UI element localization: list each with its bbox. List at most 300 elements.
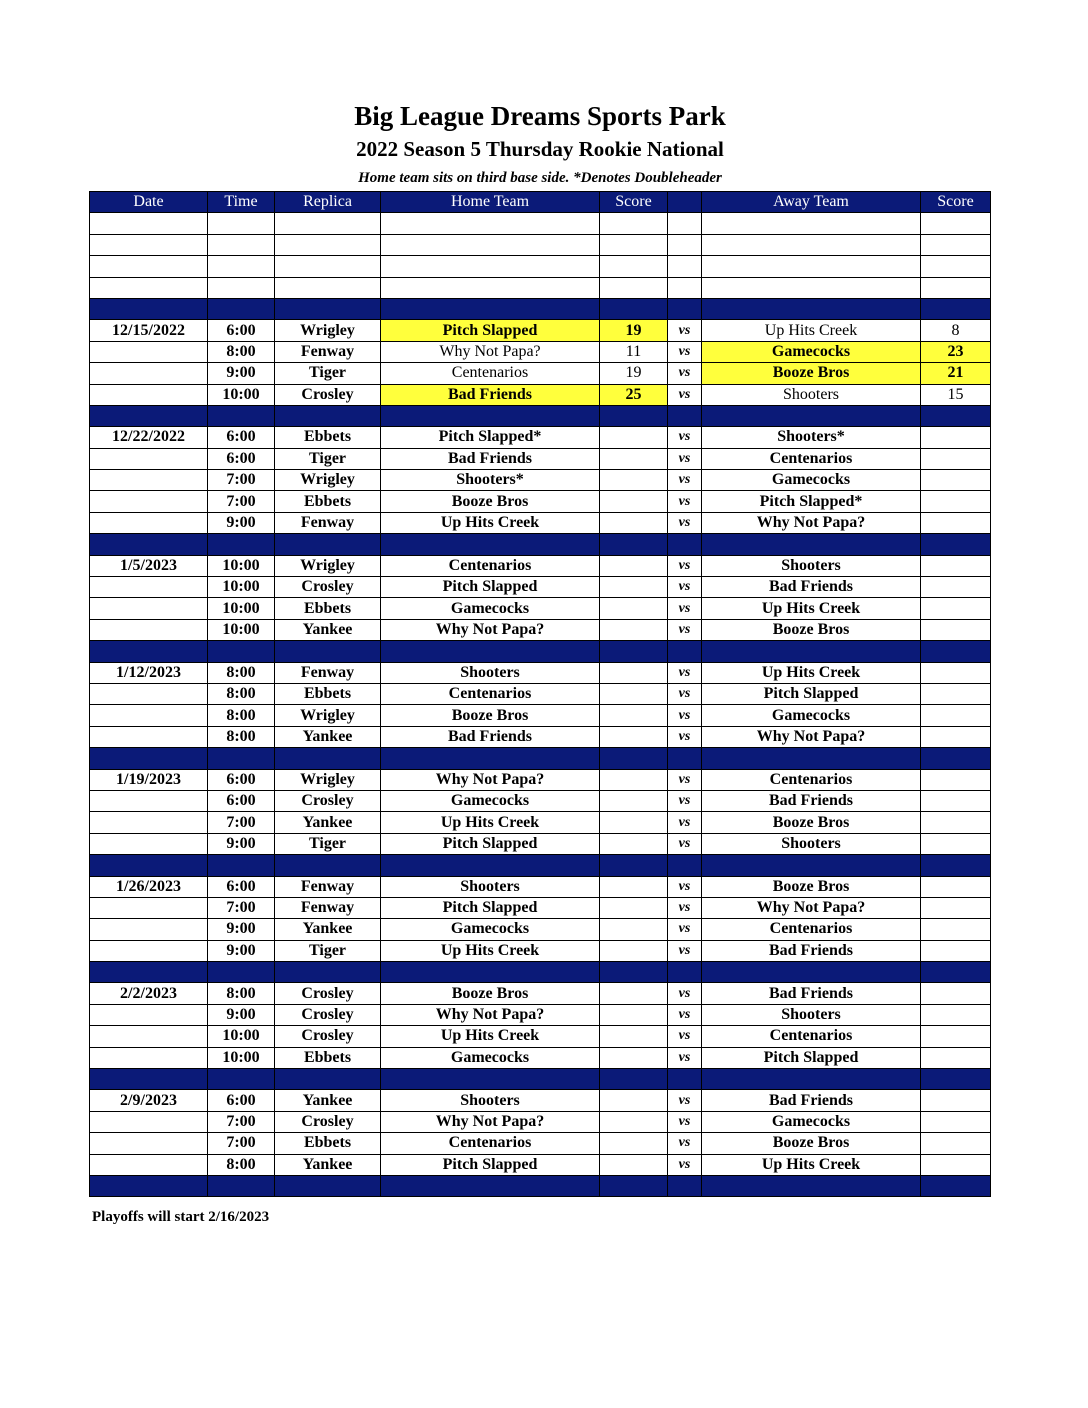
vs-label: vs: [668, 577, 702, 598]
separator-cell: [90, 1069, 208, 1090]
away-team: Booze Bros: [702, 363, 921, 384]
separator-cell: [381, 1175, 600, 1196]
home-team: Shooters: [381, 662, 600, 683]
game-row: [90, 363, 991, 384]
game-date: 1/19/2023: [90, 769, 208, 790]
home-score: [600, 876, 668, 897]
away-team: Centenarios: [702, 1026, 921, 1047]
game-replica-field: Tiger: [275, 363, 381, 384]
separator-cell: [600, 405, 668, 426]
game-replica-field: Ebbets: [275, 427, 381, 448]
home-score: [600, 598, 668, 619]
home-team: Why Not Papa?: [381, 1004, 600, 1025]
game-replica-field: Fenway: [275, 512, 381, 533]
game-row: [90, 662, 991, 683]
separator-cell: [921, 748, 991, 769]
blank-cell: [702, 213, 921, 234]
separator-cell: [275, 641, 381, 662]
game-time: 10:00: [208, 384, 275, 405]
separator-cell: [275, 1175, 381, 1196]
game-date: [90, 598, 208, 619]
separator-cell: [90, 748, 208, 769]
game-replica-field: Fenway: [275, 662, 381, 683]
game-row: [90, 897, 991, 918]
game-row: [90, 320, 991, 341]
game-date: [90, 1026, 208, 1047]
game-row: [90, 940, 991, 961]
game-replica-field: Yankee: [275, 1090, 381, 1111]
away-team: Bad Friends: [702, 790, 921, 811]
separator-cell: [668, 962, 702, 983]
blank-row: [90, 256, 991, 277]
blank-cell: [600, 234, 668, 255]
home-team: Why Not Papa?: [381, 1111, 600, 1132]
game-row: [90, 1026, 991, 1047]
away-score: [921, 1004, 991, 1025]
away-team: Centenarios: [702, 448, 921, 469]
separator-cell: [702, 1069, 921, 1090]
game-time: 10:00: [208, 598, 275, 619]
column-header-home-team: Home Team: [381, 192, 600, 213]
game-replica-field: Crosley: [275, 384, 381, 405]
away-team: Booze Bros: [702, 1133, 921, 1154]
game-date: [90, 1047, 208, 1068]
away-score: 15: [921, 384, 991, 405]
home-score: 25: [600, 384, 668, 405]
game-row: [90, 705, 991, 726]
home-team: Pitch Slapped: [381, 897, 600, 918]
home-score: [600, 619, 668, 640]
separator-cell: [381, 534, 600, 555]
blank-cell: [90, 256, 208, 277]
away-team: Up Hits Creek: [702, 1154, 921, 1175]
vs-label: vs: [668, 812, 702, 833]
game-time: 7:00: [208, 491, 275, 512]
away-team: Pitch Slapped*: [702, 491, 921, 512]
away-score: [921, 919, 991, 940]
game-replica-field: Crosley: [275, 983, 381, 1004]
game-date: [90, 1154, 208, 1175]
home-team: Shooters*: [381, 470, 600, 491]
game-replica-field: Tiger: [275, 448, 381, 469]
separator-cell: [668, 298, 702, 319]
blank-cell: [668, 234, 702, 255]
separator-cell: [600, 534, 668, 555]
away-team: Pitch Slapped: [702, 1047, 921, 1068]
away-score: [921, 619, 991, 640]
home-score: [600, 769, 668, 790]
separator-cell: [702, 1175, 921, 1196]
game-date: [90, 448, 208, 469]
game-time: 10:00: [208, 1026, 275, 1047]
game-row: [90, 470, 991, 491]
away-score: [921, 726, 991, 747]
blank-cell: [90, 277, 208, 298]
game-row: [90, 769, 991, 790]
separator-cell: [702, 534, 921, 555]
home-team: Centenarios: [381, 1133, 600, 1154]
blank-cell: [600, 256, 668, 277]
separator-cell: [208, 534, 275, 555]
away-score: [921, 577, 991, 598]
separator-cell: [668, 405, 702, 426]
game-row: [90, 491, 991, 512]
game-row: [90, 341, 991, 362]
blank-cell: [600, 213, 668, 234]
home-team: Gamecocks: [381, 790, 600, 811]
blank-cell: [921, 277, 991, 298]
blank-cell: [921, 234, 991, 255]
game-date: [90, 683, 208, 704]
vs-label: vs: [668, 470, 702, 491]
blank-cell: [668, 256, 702, 277]
game-date: [90, 363, 208, 384]
game-time: 9:00: [208, 363, 275, 384]
game-date: 12/15/2022: [90, 320, 208, 341]
game-date: [90, 705, 208, 726]
separator-cell: [702, 962, 921, 983]
separator-cell: [600, 748, 668, 769]
home-score: [600, 491, 668, 512]
game-replica-field: Tiger: [275, 940, 381, 961]
game-replica-field: Crosley: [275, 577, 381, 598]
separator-cell: [90, 298, 208, 319]
home-score: [600, 448, 668, 469]
vs-label: vs: [668, 427, 702, 448]
separator-cell: [702, 405, 921, 426]
week-separator-row: [90, 298, 991, 319]
separator-cell: [208, 405, 275, 426]
home-score: 19: [600, 363, 668, 384]
home-team: Up Hits Creek: [381, 512, 600, 533]
home-team: Booze Bros: [381, 491, 600, 512]
away-score: [921, 662, 991, 683]
page-title: Big League Dreams Sports Park: [354, 101, 726, 131]
blank-cell: [275, 277, 381, 298]
separator-cell: [600, 298, 668, 319]
vs-label: vs: [668, 897, 702, 918]
home-score: [600, 683, 668, 704]
separator-cell: [600, 855, 668, 876]
separator-cell: [275, 298, 381, 319]
week-separator-row: [90, 534, 991, 555]
column-header-vs: [668, 192, 702, 213]
blank-cell: [921, 256, 991, 277]
separator-cell: [702, 855, 921, 876]
game-date: [90, 812, 208, 833]
away-score: [921, 983, 991, 1004]
home-team: Why Not Papa?: [381, 341, 600, 362]
game-date: 1/12/2023: [90, 662, 208, 683]
game-time: 8:00: [208, 726, 275, 747]
game-row: [90, 726, 991, 747]
game-replica-field: Wrigley: [275, 705, 381, 726]
game-date: [90, 919, 208, 940]
blank-cell: [208, 213, 275, 234]
away-score: [921, 470, 991, 491]
separator-cell: [208, 855, 275, 876]
week-separator-row: [90, 962, 991, 983]
separator-cell: [921, 855, 991, 876]
game-row: [90, 833, 991, 854]
blank-cell: [90, 213, 208, 234]
away-team: Up Hits Creek: [702, 662, 921, 683]
separator-cell: [921, 298, 991, 319]
separator-cell: [381, 1069, 600, 1090]
away-score: [921, 940, 991, 961]
game-time: 8:00: [208, 341, 275, 362]
vs-label: vs: [668, 876, 702, 897]
game-date: [90, 491, 208, 512]
separator-cell: [275, 855, 381, 876]
away-team: Shooters: [702, 833, 921, 854]
away-score: [921, 1133, 991, 1154]
home-team: Up Hits Creek: [381, 940, 600, 961]
game-time: 9:00: [208, 1004, 275, 1025]
home-score: [600, 512, 668, 533]
away-team: Shooters: [702, 555, 921, 576]
vs-label: vs: [668, 1090, 702, 1111]
vs-label: vs: [668, 833, 702, 854]
away-score: [921, 1026, 991, 1047]
away-team: Gamecocks: [702, 705, 921, 726]
game-time: 9:00: [208, 833, 275, 854]
away-score: [921, 1047, 991, 1068]
game-row: [90, 683, 991, 704]
game-time: 9:00: [208, 919, 275, 940]
separator-cell: [208, 748, 275, 769]
blank-cell: [208, 256, 275, 277]
game-time: 10:00: [208, 555, 275, 576]
home-score: 11: [600, 341, 668, 362]
game-time: 6:00: [208, 448, 275, 469]
vs-label: vs: [668, 983, 702, 1004]
vs-label: vs: [668, 341, 702, 362]
game-row: [90, 919, 991, 940]
game-row: [90, 876, 991, 897]
home-team: Booze Bros: [381, 705, 600, 726]
home-score: [600, 983, 668, 1004]
game-replica-field: Wrigley: [275, 470, 381, 491]
vs-label: vs: [668, 512, 702, 533]
away-team: Why Not Papa?: [702, 897, 921, 918]
vs-label: vs: [668, 1111, 702, 1132]
game-time: 6:00: [208, 320, 275, 341]
separator-cell: [600, 641, 668, 662]
week-separator-row: [90, 1069, 991, 1090]
game-date: [90, 833, 208, 854]
separator-cell: [275, 748, 381, 769]
home-team: Why Not Papa?: [381, 769, 600, 790]
away-score: 8: [921, 320, 991, 341]
schedule-body: [90, 213, 991, 1197]
game-replica-field: Ebbets: [275, 598, 381, 619]
week-separator-row: [90, 748, 991, 769]
home-score: [600, 790, 668, 811]
blank-row: [90, 277, 991, 298]
separator-cell: [275, 534, 381, 555]
game-date: 2/9/2023: [90, 1090, 208, 1111]
separator-cell: [275, 405, 381, 426]
away-team: Why Not Papa?: [702, 726, 921, 747]
game-time: 8:00: [208, 662, 275, 683]
playoffs-note: Playoffs will start 2/16/2023: [92, 1209, 270, 1225]
game-row: [90, 1047, 991, 1068]
away-team: Shooters*: [702, 427, 921, 448]
vs-label: vs: [668, 555, 702, 576]
away-team: Centenarios: [702, 919, 921, 940]
away-score: [921, 897, 991, 918]
separator-cell: [702, 298, 921, 319]
separator-cell: [381, 855, 600, 876]
column-header-away-team: Away Team: [702, 192, 921, 213]
home-team: Gamecocks: [381, 598, 600, 619]
home-score: [600, 897, 668, 918]
home-team: Centenarios: [381, 683, 600, 704]
home-score: [600, 940, 668, 961]
separator-cell: [702, 641, 921, 662]
game-replica-field: Fenway: [275, 876, 381, 897]
game-row: [90, 619, 991, 640]
vs-label: vs: [668, 1047, 702, 1068]
away-score: [921, 598, 991, 619]
blank-cell: [381, 213, 600, 234]
separator-cell: [381, 405, 600, 426]
vs-label: vs: [668, 491, 702, 512]
week-separator-row: [90, 641, 991, 662]
home-team: Gamecocks: [381, 1047, 600, 1068]
game-date: [90, 619, 208, 640]
game-replica-field: Ebbets: [275, 491, 381, 512]
week-separator-row: [90, 1175, 991, 1196]
home-team: Bad Friends: [381, 726, 600, 747]
game-date: [90, 940, 208, 961]
column-header-date: Date: [90, 192, 208, 213]
home-score: [600, 705, 668, 726]
game-row: [90, 448, 991, 469]
vs-label: vs: [668, 384, 702, 405]
home-score: [600, 662, 668, 683]
home-score: [600, 427, 668, 448]
away-team: Gamecocks: [702, 470, 921, 491]
blank-cell: [668, 277, 702, 298]
game-row: [90, 577, 991, 598]
separator-cell: [921, 1069, 991, 1090]
home-team: Pitch Slapped: [381, 833, 600, 854]
vs-label: vs: [668, 683, 702, 704]
blank-cell: [381, 234, 600, 255]
game-date: 2/2/2023: [90, 983, 208, 1004]
home-score: [600, 833, 668, 854]
game-date: [90, 512, 208, 533]
home-score: [600, 1047, 668, 1068]
game-row: [90, 1133, 991, 1154]
blank-row: [90, 213, 991, 234]
game-replica-field: Yankee: [275, 812, 381, 833]
home-team: Booze Bros: [381, 983, 600, 1004]
vs-label: vs: [668, 448, 702, 469]
away-team: Bad Friends: [702, 940, 921, 961]
week-separator-row: [90, 405, 991, 426]
home-team: Why Not Papa?: [381, 619, 600, 640]
game-replica-field: Wrigley: [275, 320, 381, 341]
game-replica-field: Crosley: [275, 1004, 381, 1025]
separator-cell: [208, 1175, 275, 1196]
separator-cell: [208, 962, 275, 983]
separator-cell: [921, 405, 991, 426]
separator-cell: [208, 298, 275, 319]
blank-cell: [702, 256, 921, 277]
blank-cell: [275, 234, 381, 255]
game-date: [90, 726, 208, 747]
schedule-table: [89, 191, 991, 1197]
vs-label: vs: [668, 619, 702, 640]
game-date: [90, 577, 208, 598]
game-time: 6:00: [208, 769, 275, 790]
home-score: [600, 577, 668, 598]
home-score: [600, 1111, 668, 1132]
away-score: [921, 833, 991, 854]
away-team: Booze Bros: [702, 619, 921, 640]
away-score: [921, 555, 991, 576]
game-replica-field: Ebbets: [275, 1047, 381, 1068]
game-date: [90, 1004, 208, 1025]
home-score: 19: [600, 320, 668, 341]
vs-label: vs: [668, 1026, 702, 1047]
home-team: Up Hits Creek: [381, 812, 600, 833]
away-score: [921, 1111, 991, 1132]
home-score: [600, 555, 668, 576]
game-row: [90, 1004, 991, 1025]
game-date: [90, 341, 208, 362]
vs-label: vs: [668, 940, 702, 961]
separator-cell: [381, 641, 600, 662]
separator-cell: [921, 1175, 991, 1196]
blank-cell: [381, 256, 600, 277]
game-date: 1/26/2023: [90, 876, 208, 897]
separator-cell: [921, 641, 991, 662]
blank-cell: [702, 277, 921, 298]
away-score: [921, 705, 991, 726]
blank-cell: [208, 234, 275, 255]
doubleheader-note: Home team sits on third base side. *Denotes Doubleheader: [358, 170, 722, 186]
game-replica-field: Yankee: [275, 1154, 381, 1175]
game-replica-field: Crosley: [275, 1111, 381, 1132]
home-score: [600, 470, 668, 491]
game-time: 10:00: [208, 577, 275, 598]
game-time: 8:00: [208, 683, 275, 704]
game-replica-field: Yankee: [275, 919, 381, 940]
game-row: [90, 1111, 991, 1132]
game-row: [90, 1090, 991, 1111]
separator-cell: [381, 748, 600, 769]
game-date: [90, 897, 208, 918]
vs-label: vs: [668, 1004, 702, 1025]
column-header-away-score: Score: [921, 192, 991, 213]
home-team: Pitch Slapped: [381, 320, 600, 341]
separator-cell: [381, 298, 600, 319]
separator-cell: [921, 534, 991, 555]
away-score: [921, 491, 991, 512]
game-time: 7:00: [208, 1111, 275, 1132]
separator-cell: [208, 1069, 275, 1090]
game-replica-field: Yankee: [275, 619, 381, 640]
separator-cell: [90, 855, 208, 876]
separator-cell: [600, 1175, 668, 1196]
game-row: [90, 555, 991, 576]
separator-cell: [668, 748, 702, 769]
away-score: [921, 1090, 991, 1111]
